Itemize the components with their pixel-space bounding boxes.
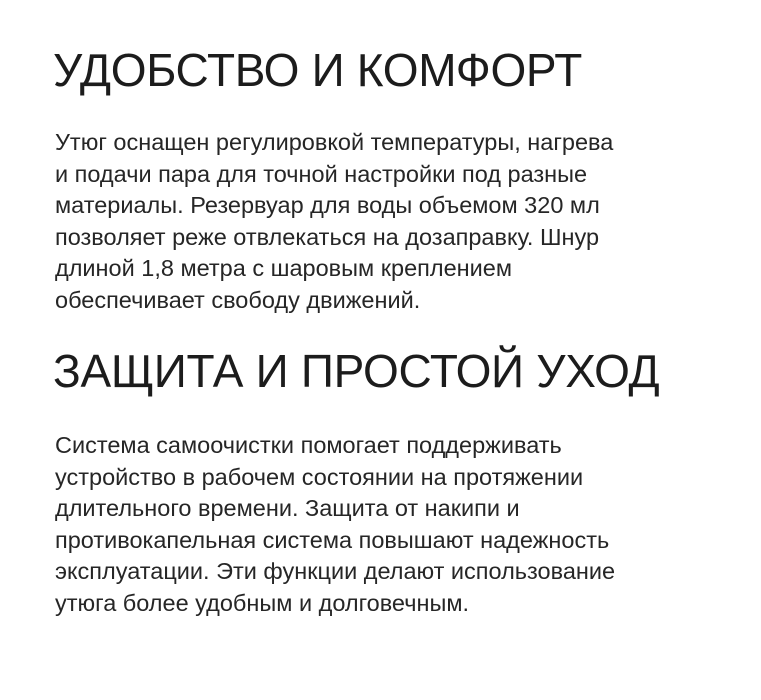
section-heading-comfort: УДОБСТВО И КОМФОРТ (53, 44, 583, 96)
text-line: противокапельная система повышают надежность (55, 526, 610, 553)
text-line: материалы. Резервуар для воды объемом 320 мл (55, 192, 600, 218)
section-heading-protection: ЗАЩИТА И ПРОСТОЙ УХОД (53, 345, 660, 397)
text-line: длительного времени. Защита от накипи и (55, 495, 520, 521)
text-line: Система самоочистки помогает поддерживать (55, 432, 562, 458)
text-line: и подачи пара для точной настройки под разные (55, 160, 588, 187)
text-line: позволяет реже отвлекаться на дозаправку. Шнур (55, 223, 600, 250)
text-line: утюга более удобным и долговечным. (55, 589, 470, 616)
text-line: обеспечивает свободу движений. (55, 286, 421, 313)
section-text-comfort (55, 127, 735, 316)
text-line: устройство в рабочем состоянии на протяжении (55, 463, 584, 490)
text-line: эксплуатации. Эти функции делают использование (55, 558, 616, 584)
section-text-protection (55, 430, 735, 619)
text-line: длиной 1,8 метра с шаровым креплением (55, 255, 512, 281)
text-line: Утюг оснащен регулировкой температуры, нагрева (55, 129, 614, 155)
